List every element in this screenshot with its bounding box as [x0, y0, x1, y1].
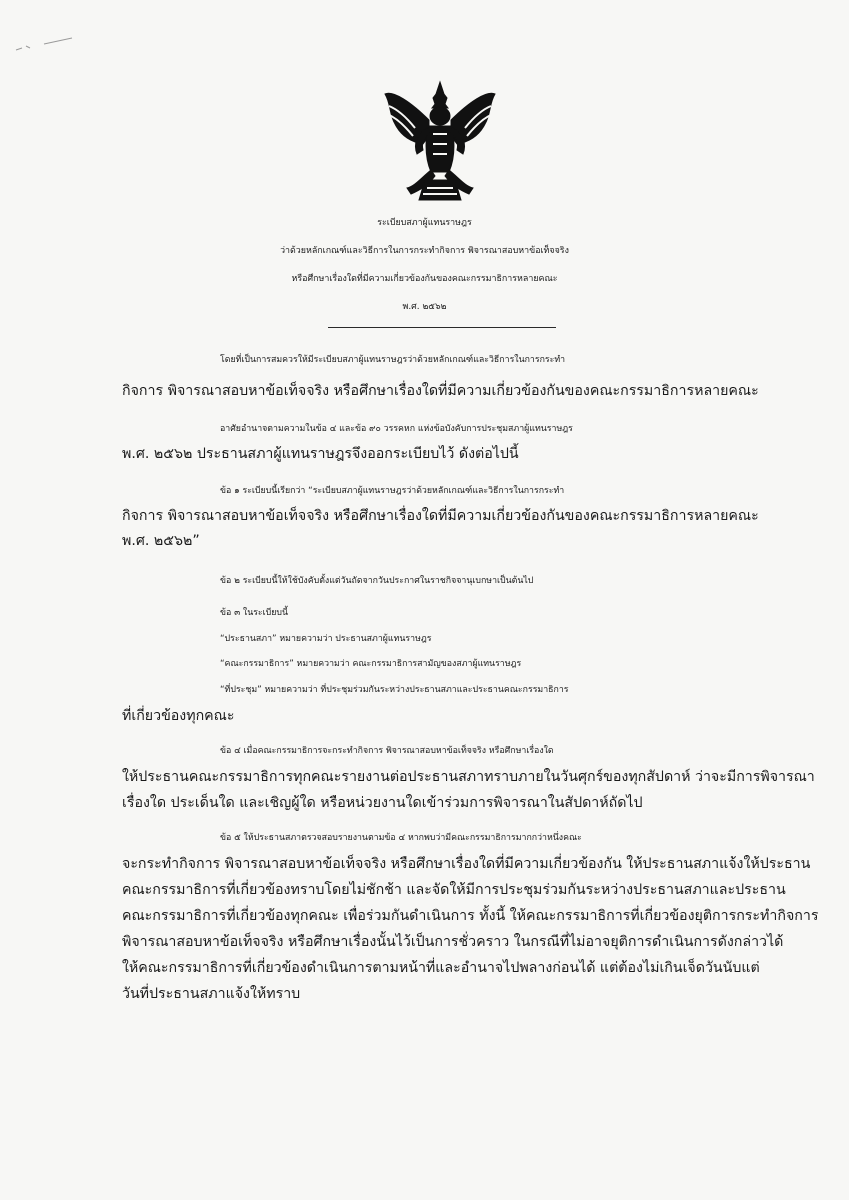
- preamble-2-line-a: อาศัยอำนาจตามความในข้อ ๔ และข้อ ๙๐ วรรคหก แห่งข้อบังคับการประชุมสภาผู้แทนราษฎร: [220, 424, 573, 434]
- clause-1-line-c: พ.ศ. ๒๕๖๒”: [122, 533, 200, 549]
- clause-1-line-a: ข้อ ๑ ระเบียบนี้เรียกว่า “ระเบียบสภาผู้แทนราษฎรว่าด้วยหลักเกณฑ์และวิธีการในการกระทำ: [220, 486, 565, 496]
- title-line-1: ระเบียบสภาผู้แทนราษฎร: [377, 218, 472, 228]
- clause-4-line-b: ให้ประธานคณะกรรมาธิการทุกคณะรายงานต่อประธานสภาทราบภายในวันศุกร์ของทุกสัปดาห์ ว่าจะมีการพิจารณา: [122, 769, 815, 785]
- garuda-emblem-icon: [381, 80, 499, 202]
- preamble-2-line-b: พ.ศ. ๒๕๖๒ ประธานสภาผู้แทนราษฎรจึงออกระเบียบไว้ ดังต่อไปนี้: [122, 446, 519, 462]
- clause-5-line-e: พิจารณาสอบหาข้อเท็จจริง หรือศึกษาเรื่องนั้นไว้เป็นการชั่วคราว ในกรณีที่ไม่อาจยุติการดำเนินการดังกล่าวได้: [122, 934, 784, 950]
- title-year: พ.ศ. ๒๕๖๒: [402, 302, 447, 312]
- title-line-2: ว่าด้วยหลักเกณฑ์และวิธีการในการกระทำกิจการ พิจารณาสอบหาข้อเท็จจริง: [280, 246, 569, 256]
- title-line-3: หรือศึกษาเรื่องใดที่มีความเกี่ยวข้องกันของคณะกรรมาธิการหลายคณะ: [291, 274, 558, 284]
- definition-3-line-b: ที่เกี่ยวข้องทุกคณะ: [122, 708, 235, 724]
- clause-4-line-c: เรื่องใด ประเด็นใด และเชิญผู้ใด หรือหน่วยงานใดเข้าร่วมการพิจารณาในสัปดาห์ถัดไป: [122, 795, 643, 811]
- clause-5-line-g: วันที่ประธานสภาแจ้งให้ทราบ: [122, 986, 301, 1002]
- clause-4-line-a: ข้อ ๔ เมื่อคณะกรรมาธิการจะกระทำกิจการ พิจารณาสอบหาข้อเท็จจริง หรือศึกษาเรื่องใด: [220, 746, 554, 756]
- definition-1: “ประธานสภา” หมายความว่า ประธานสภาผู้แทนราษฎร: [220, 634, 432, 644]
- clause-5-line-b: จะกระทำกิจการ พิจารณาสอบหาข้อเท็จจริง หรือศึกษาเรื่องใดที่มีความเกี่ยวข้องกัน ให้ประธานสภาแจ้งให้ประธาน: [122, 856, 811, 872]
- title-divider: [328, 327, 556, 328]
- clause-5-line-a: ข้อ ๕ ให้ประธานสภาตรวจสอบรายงานตามข้อ ๔ หากพบว่ามีคณะกรรมาธิการมากกว่าหนึ่งคณะ: [220, 833, 582, 843]
- clause-3: ข้อ ๓ ในระเบียบนี้: [220, 608, 289, 618]
- clause-5-line-c: คณะกรรมาธิการที่เกี่ยวข้องทราบโดยไม่ชักช้า และจัดให้มีการประชุมร่วมกันระหว่างประธานสภาและประธาน: [122, 882, 786, 898]
- clause-1-line-b: กิจการ พิจารณาสอบหาข้อเท็จจริง หรือศึกษาเรื่องใดที่มีความเกี่ยวข้องกันของคณะกรรมาธิการหลายคณะ: [122, 508, 759, 524]
- definition-2: “คณะกรรมาธิการ” หมายความว่า คณะกรรมาธิการสามัญของสภาผู้แทนราษฎร: [220, 659, 522, 669]
- clause-5-line-d: คณะกรรมาธิการที่เกี่ยวข้องทุกคณะ เพื่อร่วมกันดำเนินการ ทั้งนี้ ให้คณะกรรมาธิการที่เกี่ยวข้องยุติการกระทำกิจการ: [122, 908, 819, 924]
- preamble-1-line-a: โดยที่เป็นการสมควรให้มีระเบียบสภาผู้แทนราษฎรว่าด้วยหลักเกณฑ์และวิธีการในการกระทำ: [220, 355, 566, 365]
- definition-3-line-a: “ที่ประชุม” หมายความว่า ที่ประชุมร่วมกันระหว่างประธานสภาและประธานคณะกรรมาธิการ: [220, 685, 569, 695]
- paper-scuff-mark: [14, 36, 74, 56]
- preamble-1-line-b: กิจการ พิจารณาสอบหาข้อเท็จจริง หรือศึกษาเรื่องใดที่มีความเกี่ยวข้องกันของคณะกรรมาธิการหลายคณะ: [122, 383, 759, 399]
- clause-2: ข้อ ๒ ระเบียบนี้ให้ใช้บังคับตั้งแต่วันถัดจากวันประกาศในราชกิจจานุเบกษาเป็นต้นไป: [220, 576, 534, 586]
- clause-5-line-f: ให้คณะกรรมาธิการที่เกี่ยวข้องดำเนินการตามหน้าที่และอำนาจไปพลางก่อนได้ แต่ต้องไม่เกินเจ็ดวันนับแต่: [122, 960, 760, 976]
